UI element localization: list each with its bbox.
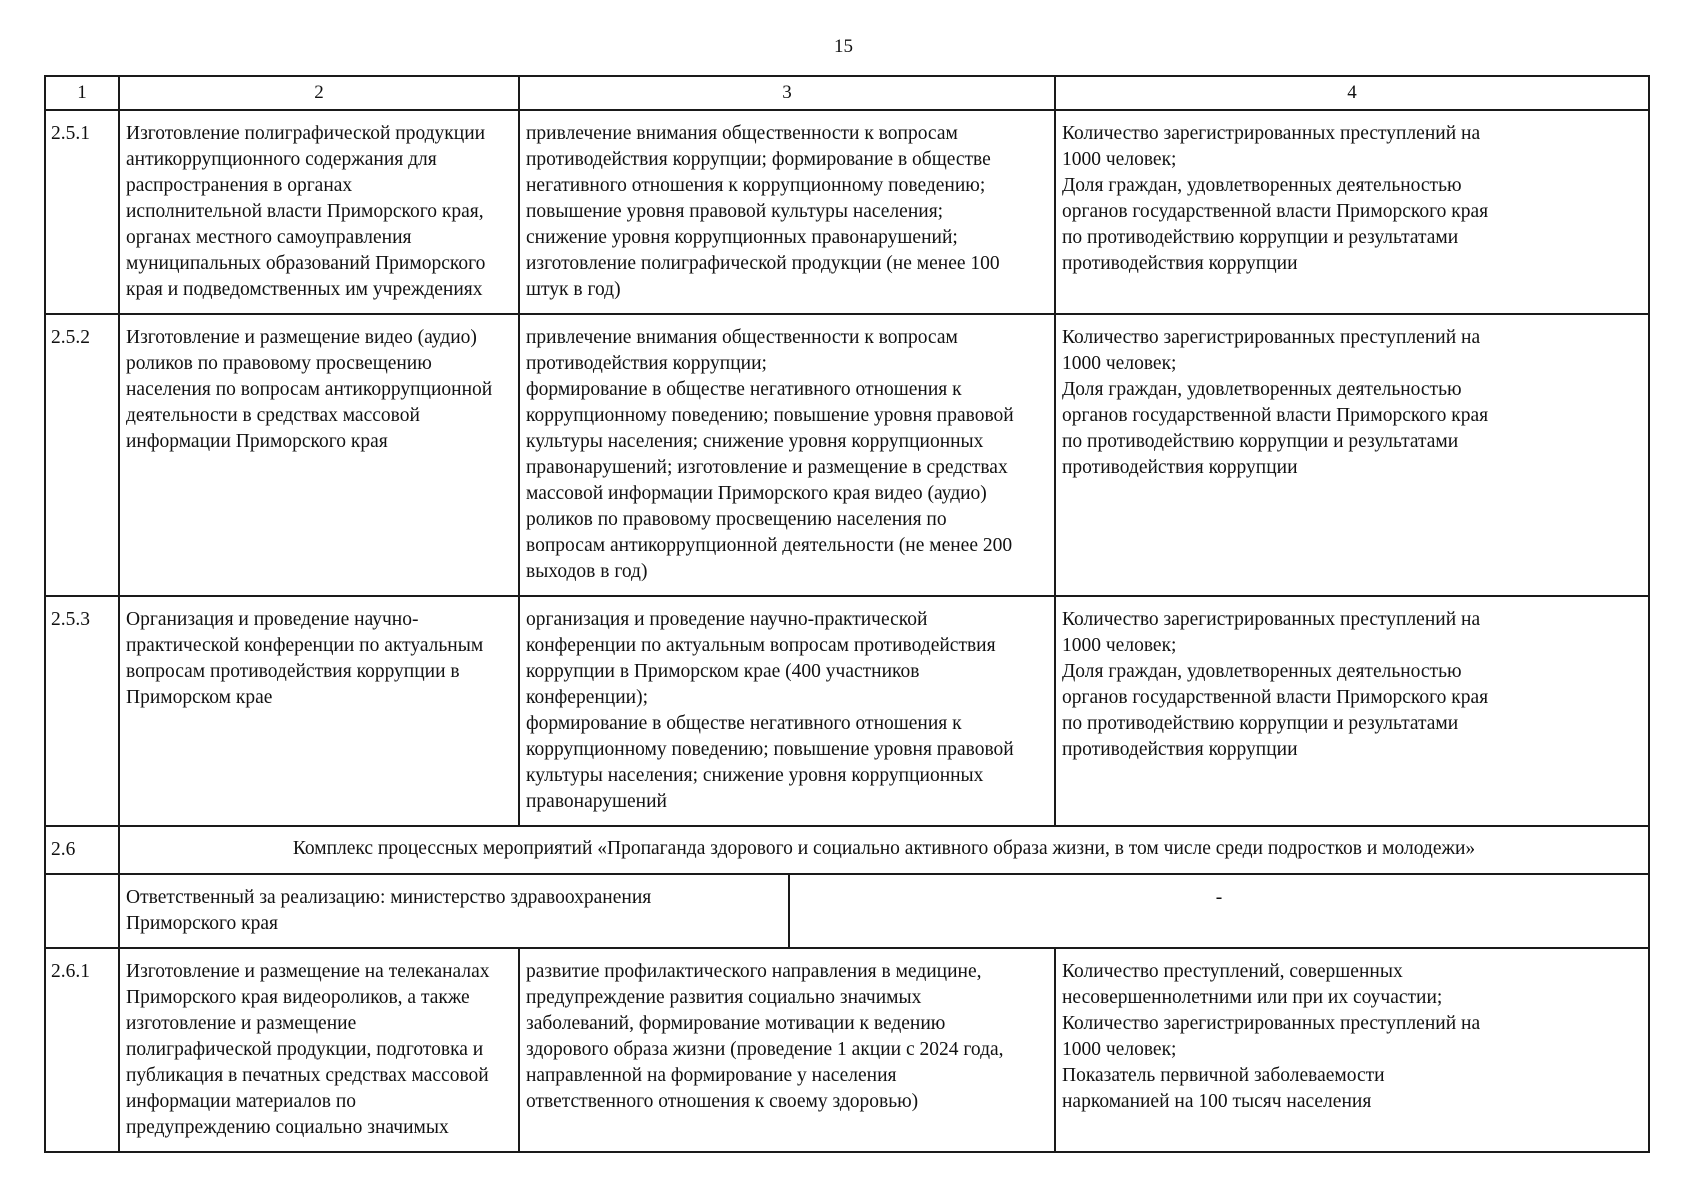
table-row (45, 596, 1649, 826)
measure-indicator: Количество преступлений, совершенных несовершеннолетними или при их соучастии; Количество зарегистрированных преступлений на 1000 человек; Показатель первичной заболеваемости наркоманией на 100 тысяч населения (1055, 948, 1649, 1152)
column-header-row (45, 76, 1649, 110)
section-number: 2.6 (45, 826, 119, 874)
column-header-1: 1 (45, 76, 119, 110)
responsible-dash: - (789, 874, 1649, 948)
column-header-4: 4 (1055, 76, 1649, 110)
table-row (45, 110, 1649, 314)
table-row (45, 948, 1649, 1152)
measure-result: развитие профилактического направления в медицине, предупреждение развития социально значимых заболеваний, формирование мотивации к ведению здорового образа жизни (проведение 1 акции с 2024 года, направленной на формирование у населения ответственного отношения к своему здоровью) (519, 948, 1055, 1152)
measure-result: привлечение внимания общественности к вопросам противодействия коррупции; формирование в обществе негативного отношения к коррупционному поведению; повышение уровня правовой культуры населения; снижение уровня коррупционных правонарушений; изготовление полиграфической продукции (не менее 100 штук в год) (519, 110, 1055, 314)
row-number: 2.5.1 (45, 110, 119, 314)
row-number: 2.6.1 (45, 948, 119, 1152)
program-table (44, 75, 1650, 1153)
measure-indicator: Количество зарегистрированных преступлений на 1000 человек; Доля граждан, удовлетворенных деятельностью органов государственной власти Приморского края по противодействию коррупции и результатами противодействия коррупции (1055, 110, 1649, 314)
column-header-2: 2 (119, 76, 519, 110)
empty-cell (45, 874, 119, 948)
row-number: 2.5.3 (45, 596, 119, 826)
section-title: Комплекс процессных мероприятий «Пропаганда здорового и социально активного образа жизни, в том числе среди подростков и молодежи» (119, 826, 1649, 874)
responsible-row (45, 874, 1649, 948)
measure-name: Организация и проведение научно- практической конференции по актуальным вопросам противодействия коррупции в Приморском крае (119, 596, 519, 826)
section-row (45, 826, 1649, 874)
responsible-text: Ответственный за реализацию: министерство здравоохранения Приморского края (119, 874, 789, 948)
measure-indicator: Количество зарегистрированных преступлений на 1000 человек; Доля граждан, удовлетворенных деятельностью органов государственной власти Приморского края по противодействию коррупции и результатами противодействия коррупции (1055, 596, 1649, 826)
measure-name: Изготовление и размещение видео (аудио) роликов по правовому просвещению населения по вопросам антикоррупционной деятельности в средствах массовой информации Приморского края (119, 314, 519, 596)
page-number: 15 (834, 36, 853, 57)
measure-indicator: Количество зарегистрированных преступлений на 1000 человек; Доля граждан, удовлетворенных деятельностью органов государственной власти Приморского края по противодействию коррупции и результатами противодействия коррупции (1055, 314, 1649, 596)
row-number: 2.5.2 (45, 314, 119, 596)
measure-name: Изготовление и размещение на телеканалах Приморского края видеороликов, а также изготовление и размещение полиграфической продукции, подготовка и публикация в печатных средствах массовой информации материалов по предупреждению социально значимых (119, 948, 519, 1152)
table-row (45, 314, 1649, 596)
column-header-3: 3 (519, 76, 1055, 110)
measure-name: Изготовление полиграфической продукции антикоррупционного содержания для распространения в органах исполнительной власти Приморского края, органах местного самоуправления муниципальных образований Приморского края и подведомственных им учреждениях (119, 110, 519, 314)
measure-result: организация и проведение научно-практической конференции по актуальным вопросам противодействия коррупции в Приморском крае (400 участников конференции); формирование в обществе негативного отношения к коррупционному поведению; повышение уровня правовой культуры населения; снижение уровня коррупционных правонарушений (519, 596, 1055, 826)
measure-result: привлечение внимания общественности к вопросам противодействия коррупции; формирование в обществе негативного отношения к коррупционному поведению; повышение уровня правовой культуры населения; снижение уровня коррупционных правонарушений; изготовление и размещение в средствах массовой информации Приморского края видео (аудио) роликов по правовому просвещению населения по вопросам антикоррупционной деятельности (не менее 200 выходов в год) (519, 314, 1055, 596)
